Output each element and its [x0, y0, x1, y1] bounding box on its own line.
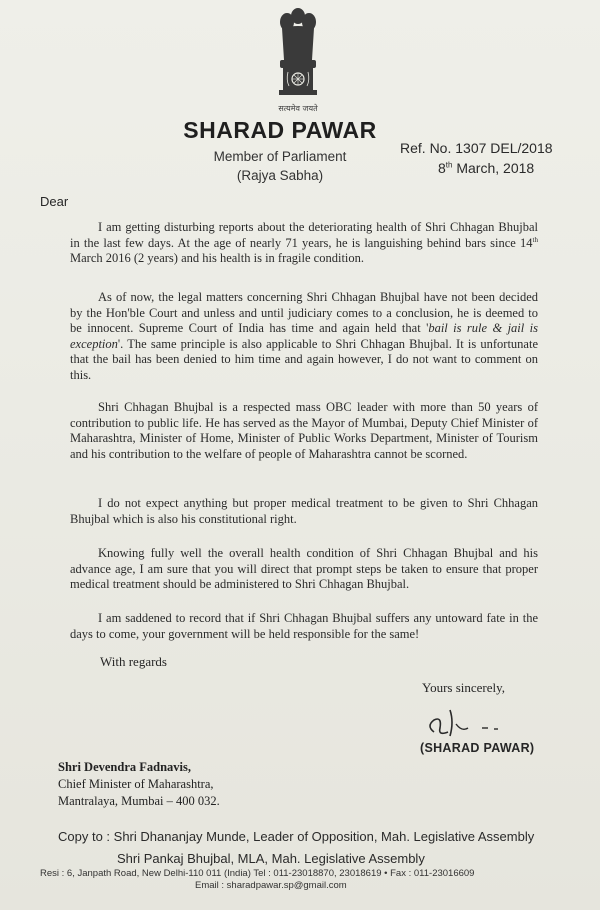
copy-to-line-1 — [58, 829, 534, 844]
footer-email: Email : sharadpawar.sp@gmail.com — [195, 880, 347, 891]
paragraph-3-text: Shri Chhagan Bhujbal is a respected mass OBC leader with more than 50 years of contribution to public life. He has served as the Mayor of Mumbai, Deputy Chief Minister of Maharashtra, Minister of Home, Minister of Public Works Department, Minister of Tourism and his contribution to the welfare of people of Maharashtra cannot be scorned. — [70, 400, 538, 461]
paragraph-4-text: I do not expect anything but proper medical treatment to be given to Shri Chhagan Bhujbal which is also his constitutional right. — [70, 496, 538, 526]
paragraph-2-text-a: As of now, the legal matters concerning Shri Chhagan Bhujbal have not been decided by the Hon'ble Court and unless and until judiciary comes to a conclusion, he is deemed to be innocent. Supreme Court of India has time and again held that ' — [70, 290, 538, 336]
paragraph-1-sup: th — [532, 235, 538, 244]
regards: With regards — [100, 654, 167, 669]
paragraph-3 — [70, 400, 538, 462]
recipient-block — [58, 759, 220, 810]
paragraph-1-text-a: I am getting disturbing reports about the deteriorating health of Shri Chhagan Bhujbal in the last few days. At the age of nearly 71 years, he is languishing behind bars since 14 — [70, 220, 538, 250]
paragraph-1-text-b: March 2016 (2 years) and his health is in fragile condition. — [70, 251, 365, 266]
paragraph-5 — [70, 546, 538, 593]
paragraph-6-text: I am saddened to record that if Shri Chhagan Bhujbal suffers any untoward fate in the days to come, your government will be held responsible for the same! — [70, 611, 538, 641]
footer-address: Resi : 6, Janpath Road, New Delhi-110 011 (India) Tel : 011-23018870, 23018619 • Fax : 011-23016609 — [40, 868, 475, 879]
recipient-address: Mantralaya, Mumbai – 400 032. — [58, 794, 220, 808]
copy-to-label: Copy to : — [58, 829, 111, 844]
letterhead-name: SHARAD PAWAR — [183, 117, 377, 143]
recipient-title: Chief Minister of Maharashtra, — [58, 777, 214, 791]
copy-to-recipient-2: Shri Pankaj Bhujbal, MLA, Mah. Legislative Assembly — [117, 851, 425, 866]
reference-number: Ref. No. 1307 DEL/2018 — [400, 140, 553, 156]
signatory-name: (SHARAD PAWAR) — [420, 741, 535, 755]
paragraph-5-text: Knowing fully well the overall health condition of Shri Chhagan Bhujbal and his advance age, I am sure that you will direct that prompt steps be taken to ensure that proper medical treatment should be administered to Shri Chhagan Bhujbal. — [70, 546, 538, 592]
letterhead-house: (Rajya Sabha) — [236, 168, 324, 183]
paragraph-6 — [70, 611, 538, 642]
handwritten-signature-icon — [420, 702, 530, 742]
paragraph-2 — [70, 290, 538, 384]
date-day: 8 — [438, 160, 446, 176]
letterhead-designation: Member of Parliament — [213, 149, 347, 164]
paragraph-2-quote: bail is rule & jail is exception — [70, 321, 538, 351]
date-suffix: th — [445, 160, 453, 170]
salutation: Dear — [40, 194, 69, 209]
closing: Yours sincerely, — [422, 680, 506, 695]
copy-to-recipient-1: Shri Dhananjay Munde, Leader of Opposition, Mah. Legislative Assembly — [113, 829, 535, 844]
paragraph-1 — [70, 220, 538, 267]
paragraph-2-text-b: '. The same principle is also applicable to Shri Chhagan Bhujbal. It is unfortunate that the bail has been denied to him time and again however, I do not want to comment on this. — [70, 336, 538, 382]
recipient-name: Shri Devendra Fadnavis, — [58, 760, 192, 774]
letter-date — [438, 160, 534, 176]
paragraph-4 — [70, 496, 538, 527]
emblem-motto: सत्यमेव जयते — [278, 104, 318, 113]
date-rest: March, 2018 — [456, 160, 535, 176]
